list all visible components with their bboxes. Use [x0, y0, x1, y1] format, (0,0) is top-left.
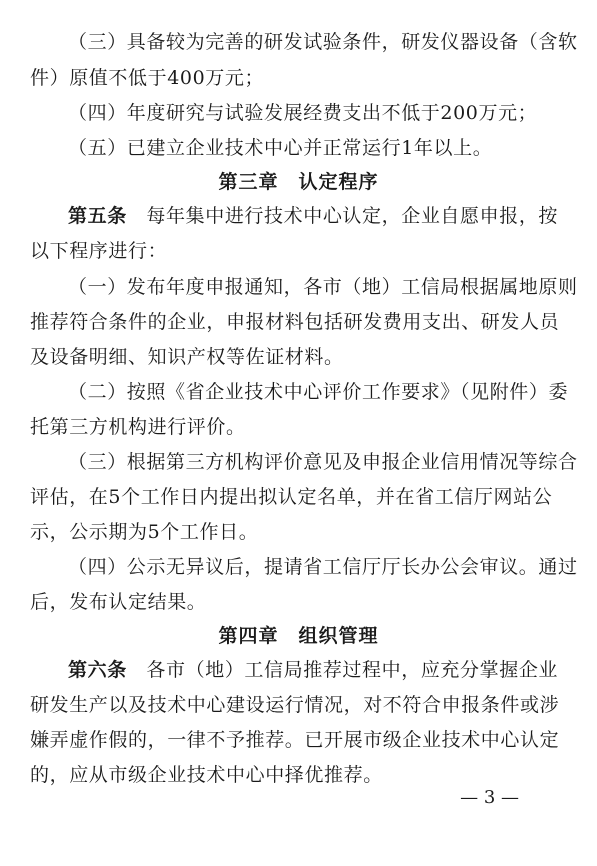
text-line: 件）原值不低于400万元； [30, 67, 265, 89]
text-line: （一）发布年度申报通知，各市（地）工信局根据属地原则 [68, 276, 578, 298]
article-label: 第六条 [68, 659, 127, 681]
text-line: 及设备明细、知识产权等佐证材料。 [30, 346, 344, 368]
text-line: （四）公示无异议后，提请省工信厅厅长办公会审议。通过 [68, 556, 578, 578]
article-text: 每年集中进行技术中心认定，企业自愿申报，按 [126, 205, 559, 227]
text-line: 托第三方机构进行评价。 [30, 416, 246, 438]
text-line: （四）年度研究与试验发展经费支出不低于200万元； [68, 102, 538, 124]
text-line: （二）按照《省企业技术中心评价工作要求》（见附件）委 [68, 381, 569, 403]
text-line: 后，发布认定结果。 [30, 591, 207, 613]
text-line: （五）已建立企业技术中心并正常运行1年以上。 [68, 137, 493, 159]
article-text: 各市（地）工信局推荐过程中，应充分掌握企业 [126, 659, 559, 681]
text-line: 以下程序进行： [30, 240, 168, 262]
text-line: 推荐符合条件的企业，申报材料包括研发费用支出、研发人员 [30, 311, 560, 333]
chapter-heading: 第四章 组织管理 [218, 625, 379, 647]
text-line: （三）根据第三方机构评价意见及申报企业信用情况等综合 [68, 451, 578, 473]
article-line [68, 658, 558, 682]
text-line: 嫌弄虚作假的，一律不予推荐。已开展市级企业技术中心认定 [30, 729, 560, 751]
text-line: 评估，在5个工作日内提出拟认定名单，并在省工信厅网站公 [30, 486, 553, 508]
chapter-heading: 第三章 认定程序 [218, 171, 379, 193]
text-line: 示，公示期为5个工作日。 [30, 521, 259, 543]
page-number: — 3 — [460, 787, 519, 808]
article-line [68, 204, 558, 228]
text-line: 的，应从市级企业技术中心中择优推荐。 [30, 764, 383, 786]
text-line: （三）具备较为完善的研发试验条件，研发仪器设备（含软 [68, 31, 578, 53]
article-label: 第五条 [68, 205, 127, 227]
text-line: 研发生产以及技术中心建设运行情况，对不符合申报条件或涉 [30, 694, 560, 716]
